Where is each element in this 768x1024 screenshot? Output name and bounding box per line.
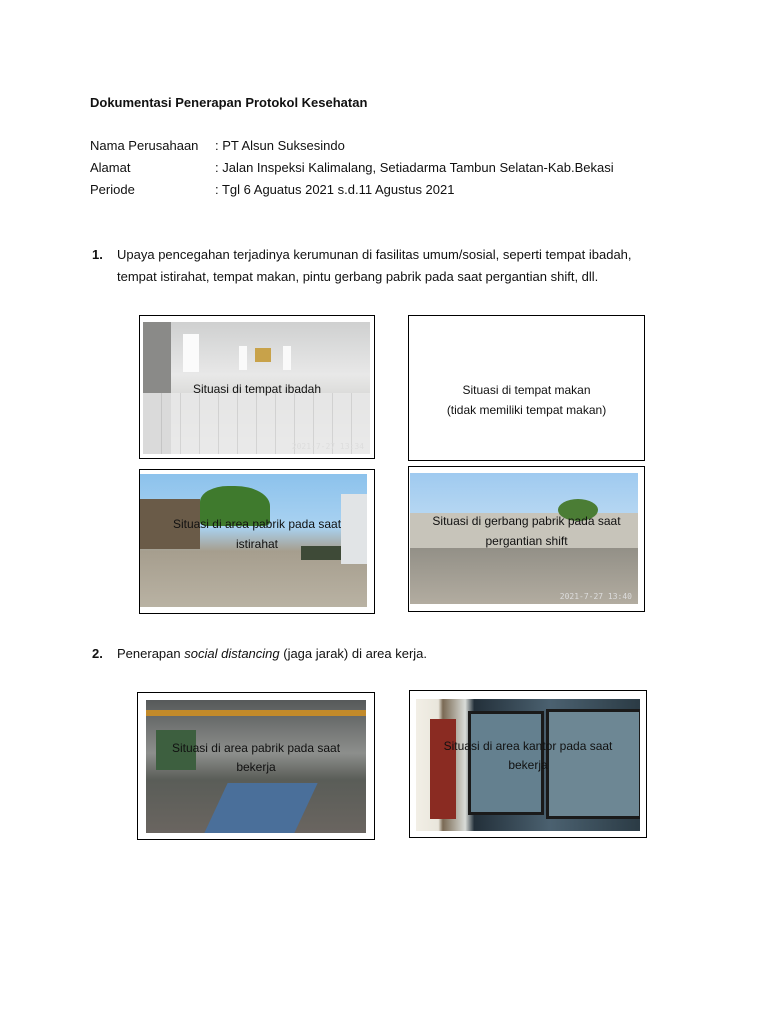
- section-1-line1: Upaya pencegahan terjadinya kerumunan di fasilitas umum/sosial, seperti tempat ibadah,: [117, 247, 632, 262]
- photo-caption: Situasi di gerbang pabrik pada saat: [432, 514, 621, 528]
- photo-frame-istirahat: [139, 469, 375, 614]
- photo-caption: bekerja: [236, 760, 276, 774]
- photo-frame-gerbang: [408, 466, 645, 612]
- photo-caption: istirahat: [235, 537, 279, 551]
- photo-caption: bekerja: [508, 758, 548, 772]
- section-number: 2.: [92, 646, 103, 661]
- photo-caption: Situasi di area pabrik pada saat: [172, 517, 342, 531]
- photo-timestamp: 2021-7-27 13:34: [291, 442, 364, 451]
- photo-timestamp: 2021-7-27 13:40: [559, 592, 632, 601]
- photo-frame-kantor-bekerja: [409, 690, 647, 838]
- photo-caption: Situasi di area kantor pada saat: [443, 739, 613, 753]
- info-value: : Jalan Inspeksi Kalimalang, Setiadarma Tambun Selatan-Kab.Bekasi: [215, 160, 614, 175]
- photo-caption: Situasi di tempat ibadah: [192, 382, 322, 396]
- photo-frame-pabrik-bekerja: [137, 692, 375, 840]
- info-label: Periode: [90, 182, 135, 197]
- section-1-heading: [92, 244, 692, 288]
- photo-caption: Situasi di area pabrik pada saat: [171, 741, 341, 755]
- section-number: 1.: [92, 247, 103, 262]
- info-label: Nama Perusahaan: [90, 138, 199, 153]
- section-1-line2: tempat istirahat, tempat makan, pintu gerbang pabrik pada saat pergantian shift, dll.: [117, 269, 599, 284]
- section-2-text-before: Penerapan: [117, 646, 185, 661]
- section-2-heading: [92, 643, 692, 665]
- photo-caption-note: (tidak memiliki tempat makan): [446, 403, 607, 417]
- info-label: Alamat: [90, 160, 131, 175]
- info-row-address: [90, 160, 614, 175]
- section-2-text-after: (jaga jarak) di area kerja.: [279, 646, 428, 661]
- photo-caption: pergantian shift: [485, 534, 568, 548]
- info-value: : PT Alsun Suksesindo: [215, 138, 345, 153]
- info-row-period: [90, 182, 454, 197]
- photo-caption: Situasi di tempat makan: [462, 383, 591, 397]
- info-value: : Tgl 6 Aguatus 2021 s.d.11 Agustus 2021: [215, 182, 455, 197]
- document-title: Dokumentasi Penerapan Protokol Kesehatan: [90, 95, 368, 110]
- photo-frame-makan: [408, 315, 645, 461]
- photo-frame-ibadah: [139, 315, 375, 459]
- info-row-company: [90, 138, 345, 153]
- section-2-italic: social distancing: [184, 646, 280, 661]
